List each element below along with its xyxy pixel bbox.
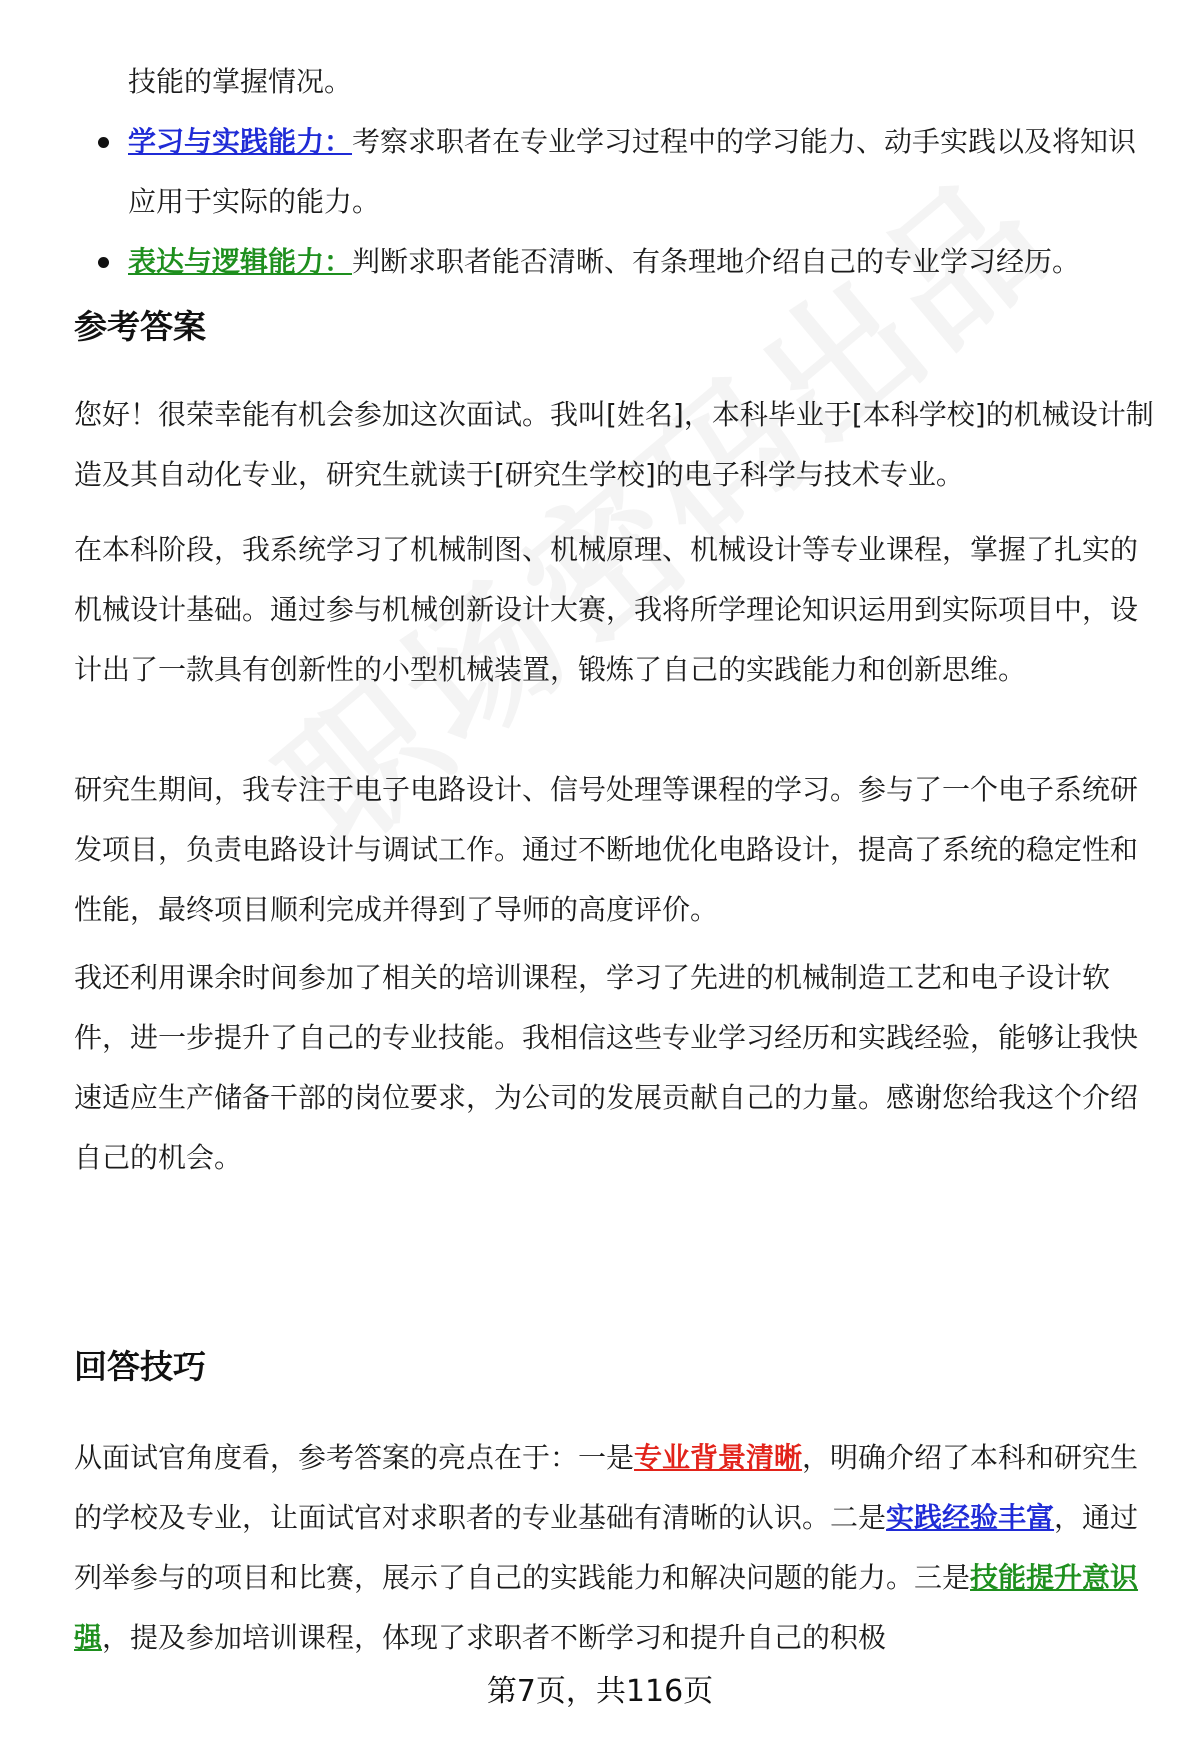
- tips-keyword-background: 专业背景清晰: [634, 1441, 803, 1474]
- bullet-text: 判断求职者能否清晰、有条理地介绍自己的专业学习经历。: [352, 245, 1081, 278]
- tips-keyword-skills: 技能提升意识强: [74, 1561, 1139, 1654]
- answer-paragraph: 您好！很荣幸能有机会参加这次面试。我叫[姓名]，本科毕业于[本科学校]的机械设计制造及其自动化专业，研究生就读于[研究生学校]的电子科学与技术专业。: [74, 398, 1154, 491]
- bullet-continuation: 技能的掌握情况。: [128, 65, 353, 98]
- answer-paragraph: 在本科阶段，我系统学习了机械制图、机械原理、机械设计等专业课程，掌握了扎实的机械设计基础。通过参与机械创新设计大赛，我将所学理论知识运用到实际项目中，设计出了一款具有创新性的小型机械装置，锻炼了自己的实践能力和创新思维。: [74, 533, 1139, 686]
- answer-paragraph: 研究生期间，我专注于电子电路设计、信号处理等课程的学习。参与了一个电子系统研发项目，负责电路设计与调试工作。通过不断地优化电路设计，提高了系统的稳定性和性能，最终项目顺利完成并得到了导师的高度评价。: [74, 773, 1139, 926]
- bullet-keyword: 表达与逻辑能力：: [128, 245, 353, 278]
- evaluation-bullet-list: [128, 112, 1148, 292]
- bullet-dot-icon: [98, 137, 109, 148]
- tips-paragraph: [74, 1428, 1164, 1668]
- bullet-item-learning-practice: [128, 112, 1148, 232]
- tips-keyword-experience: 实践经验丰富: [886, 1501, 1055, 1534]
- bullet-text: 考察求职者在专业学习过程中的学习能力、动手实践以及将知识应用于实际的能力。: [128, 125, 1137, 218]
- answer-paragraph: 我还利用课余时间参加了相关的培训课程，学习了先进的机械制造工艺和电子设计软件，进一步提升了自己的专业技能。我相信这些专业学习经历和实践经验，能够让我快速适应生产储备干部的岗位要求，为公司的发展贡献自己的力量。感谢您给我这个介绍自己的机会。: [74, 961, 1139, 1174]
- bullet-keyword: 学习与实践能力：: [128, 125, 353, 158]
- tips-text: 从面试官角度看，参考答案的亮点在于：一是: [74, 1441, 635, 1474]
- tips-text: ，明确介绍了本科和研究生的学校及专业，让面试官对求职者的专业基础有清晰的认识。二是: [74, 1441, 1139, 1534]
- tips-text: ，通过列举参与的项目和比赛，展示了自己的实践能力和解决问题的能力。三是: [74, 1501, 1139, 1594]
- tips-text: ，提及参加培训课程，体现了求职者不断学习和提升自己的积极: [102, 1621, 887, 1654]
- bullet-item-expression-logic: [128, 232, 1148, 292]
- bullet-dot-icon: [98, 257, 109, 268]
- page-footer: 第7页，共116页: [486, 1674, 714, 1709]
- heading-reference-answer: 参考答案: [74, 307, 206, 346]
- heading-answer-tips: 回答技巧: [74, 1347, 206, 1386]
